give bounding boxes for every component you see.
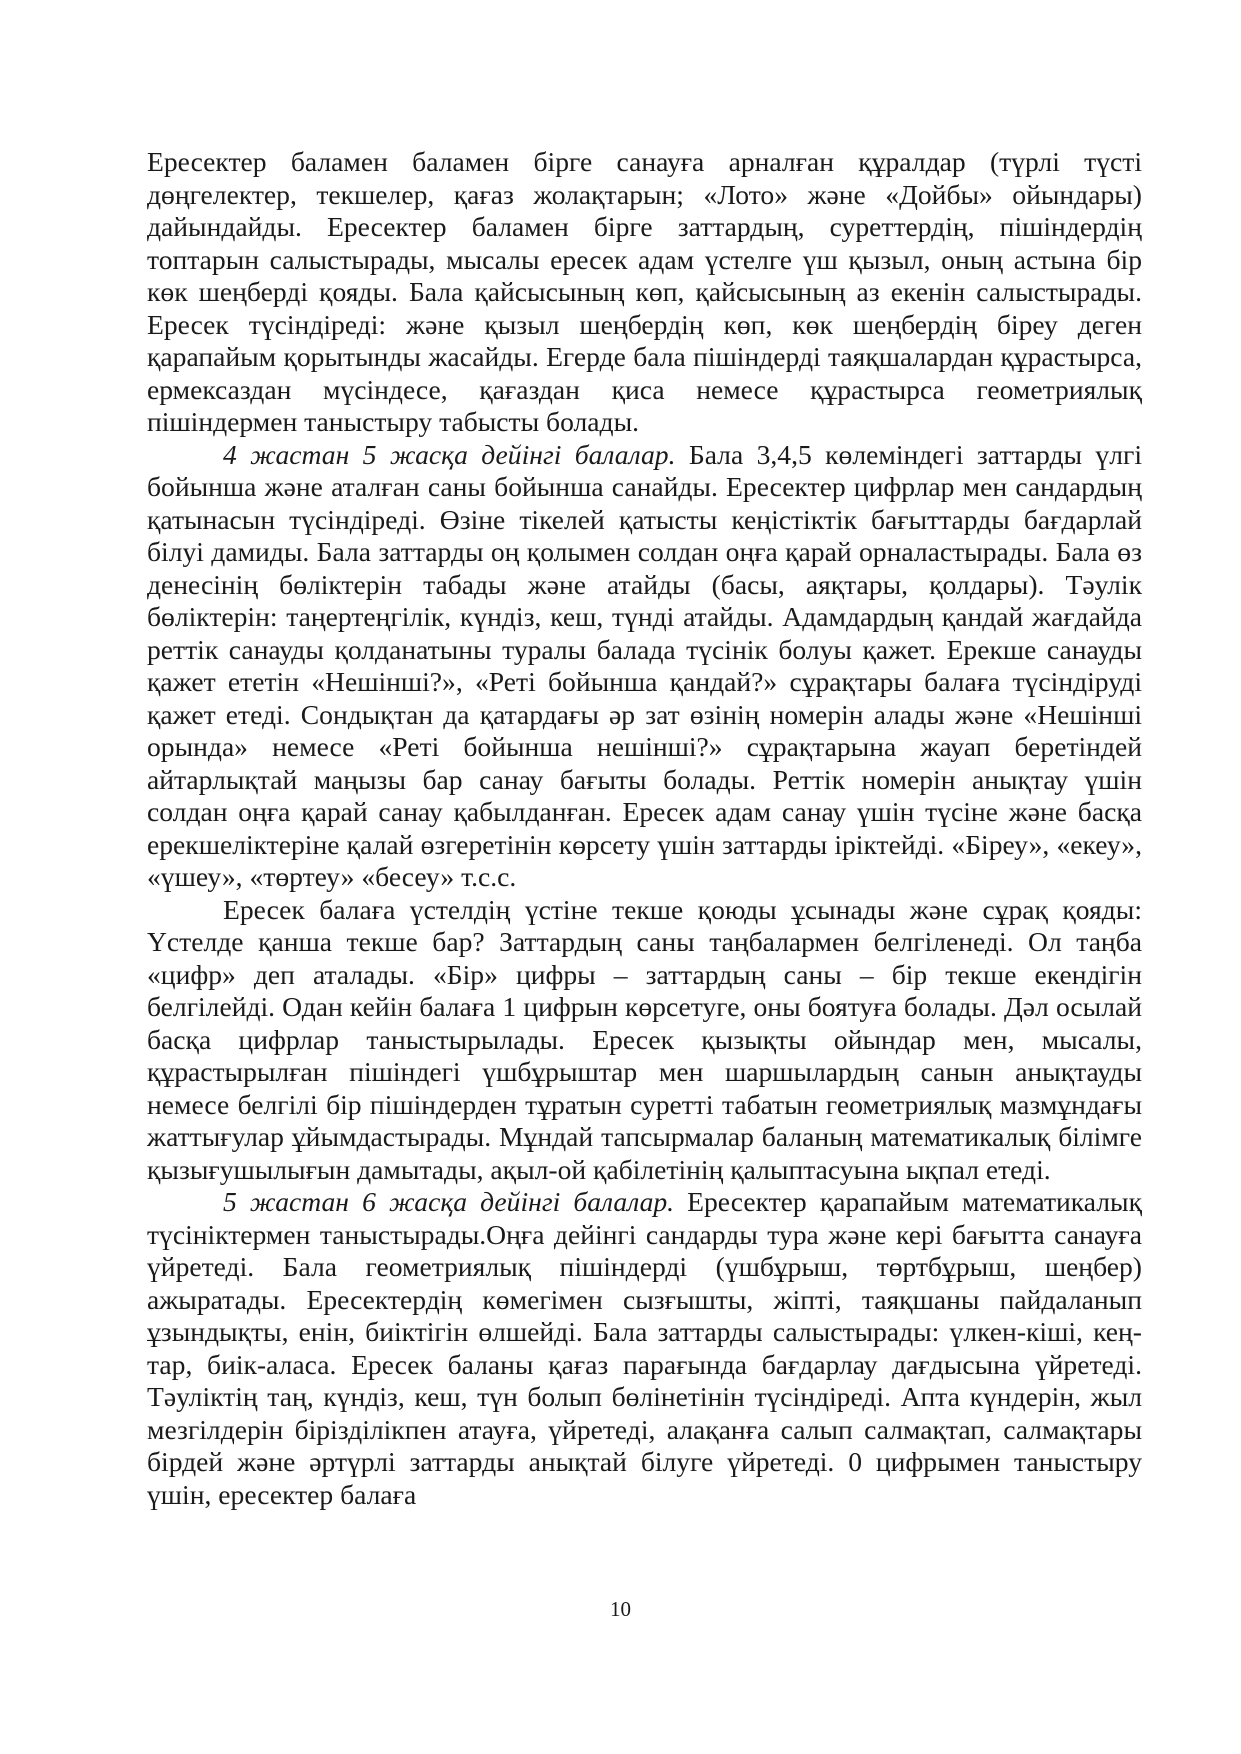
paragraph-4 bbox=[147, 1186, 1142, 1511]
paragraph-1 bbox=[147, 146, 1142, 439]
paragraph-4-text: Ересектер қарапайым математикалық түсініктермен таныстырады.Оңға дейінгі сандарды тура және кері бағытта санауға үйретеді. Бала геометриялық пішіндерді (үшбұрыш, төртбұрыш, шеңбер) ажыратады. Ересектердің көмегімен сызғышты, жіпті, таяқшаны пайдаланып ұзындықты, енін, биіктігін өлшейді. Бала заттарды салыстырады: үлкен-кіші, кең-тар, биік-аласа. Ересек баланы қағаз парағында бағдарлау дағдысына үйретеді. Тәуліктің таң, күндіз, кеш, түн болып бөлінетінін түсіндіреді. Апта күндерін, жыл мезгілдерін бірізділікпен атауға, үйретеді, алақанға салып салмақтап, салмақтары бірдей және әртүрлі заттарды анықтай білуге үйретеді. 0 цифрымен таныстыру үшін, ересектер балаға bbox=[147, 1186, 1142, 1510]
paragraph-2-italic-lead: 4 жастан 5 жасқа дейінгі балалар. bbox=[223, 438, 676, 470]
document-body bbox=[147, 146, 1142, 1511]
paragraph-2 bbox=[147, 439, 1142, 894]
paragraph-2-text: Бала 3,4,5 көлеміндегі заттарды үлгі бойынша және аталған саны бойынша санайды. Ересектер цифрлар мен сандардың қатынасын түсіндіреді. Өзіне тікелей қатысты кеңістіктік бағыттарды бағдарлай білуі дамиды. Бала заттарды оң қолымен солдан оңға қарай орналастырады. Бала өз денесінің бөліктерін табады және атайды (басы, аяқтары, қолдары). Тәулік бөліктерін: таңертеңгілік, күндіз, кеш, түнді атайды. Адамдардың қандай жағдайда реттік санауды қолданатыны туралы балада түсінік болуы қажет. Ерекше санауды қажет ететін «Нешінші?», «Реті бойынша қандай?» сұрақтары балаға түсіндіруді қажет етеді. Сондықтан да қатардағы әр зат өзінің номерін алады және «Нешінші орында» немесе «Реті бойынша нешінші?» сұрақтарына жауап беретіндей айтарлықтай маңызы бар санау бағыты болады. Реттік номерін анықтау үшін солдан оңға қарай санау қабылданған. Ересек адам санау үшін түсіне және басқа ерекшеліктеріне қалай өзгеретінін көрсету үшін заттарды іріктейді. «Біреу», «екеу», «үшеу», «төртеу» «бесеу» т.с.с. bbox=[147, 438, 1142, 892]
paragraph-4-italic-lead: 5 жастан 6 жасқа дейінгі балалар. bbox=[223, 1186, 675, 1217]
paragraph-3-text: Ересек балаға үстелдің үстіне текше қоюды ұсынады және сұрақ қояды: Үстелде қанша текше бар? Заттардың саны таңбалармен белгіленеді. Ол таңба «цифр» деп аталады. «Бір» цифры – заттардың саны – бір текше екендігін белгілейді. Одан кейін балаға 1 цифрын көрсетуге, оны боятуға болады. Дәл осылай басқа цифрлар таныстырылады. Ересек қызықты ойындар мен, мысалы, құрастырылған пішіндегі үшбұрыштар мен шаршылардың санын анықтауды немесе белгілі бір пішіндерден тұратын суретті табатын геометриялық мазмұндағы жаттығулар ұйымдастырады. Мұндай тапсырмалар баланың математикалық білімге қызығушылығын дамытады, ақыл-ой қабілетінің қалыптасуына ықпал етеді. bbox=[147, 893, 1142, 1185]
paragraph-1-text: Ересектер баламен баламен бірге санауға арналған құралдар (түрлі түсті дөңгелектер, текшелер, қағаз жолақтарын; «Лото» және «Дойбы» ойындары) дайындайды. Ересектер баламен бірге заттардың, суреттердің, пішіндердің топтарын салыстырады, мысалы ересек адам үстелге үш қызыл, оның астына бір көк шеңберді қояды. Бала қайсысының көп, қайсысының аз екенін салыстырады. Ересек түсіндіреді: және қызыл шеңбердің көп, көк шеңбердің біреу деген қарапайым қорытынды жасайды. Егерде бала пішіндерді таяқшалардан құрастырса, ермексаздан мүсіндесе, қағаздан қиса немесе құрастырса геометриялық пішіндермен таныстыру табысты болады. bbox=[147, 146, 1142, 437]
paragraph-3 bbox=[147, 894, 1142, 1187]
page-number: 10 bbox=[610, 1597, 631, 1621]
